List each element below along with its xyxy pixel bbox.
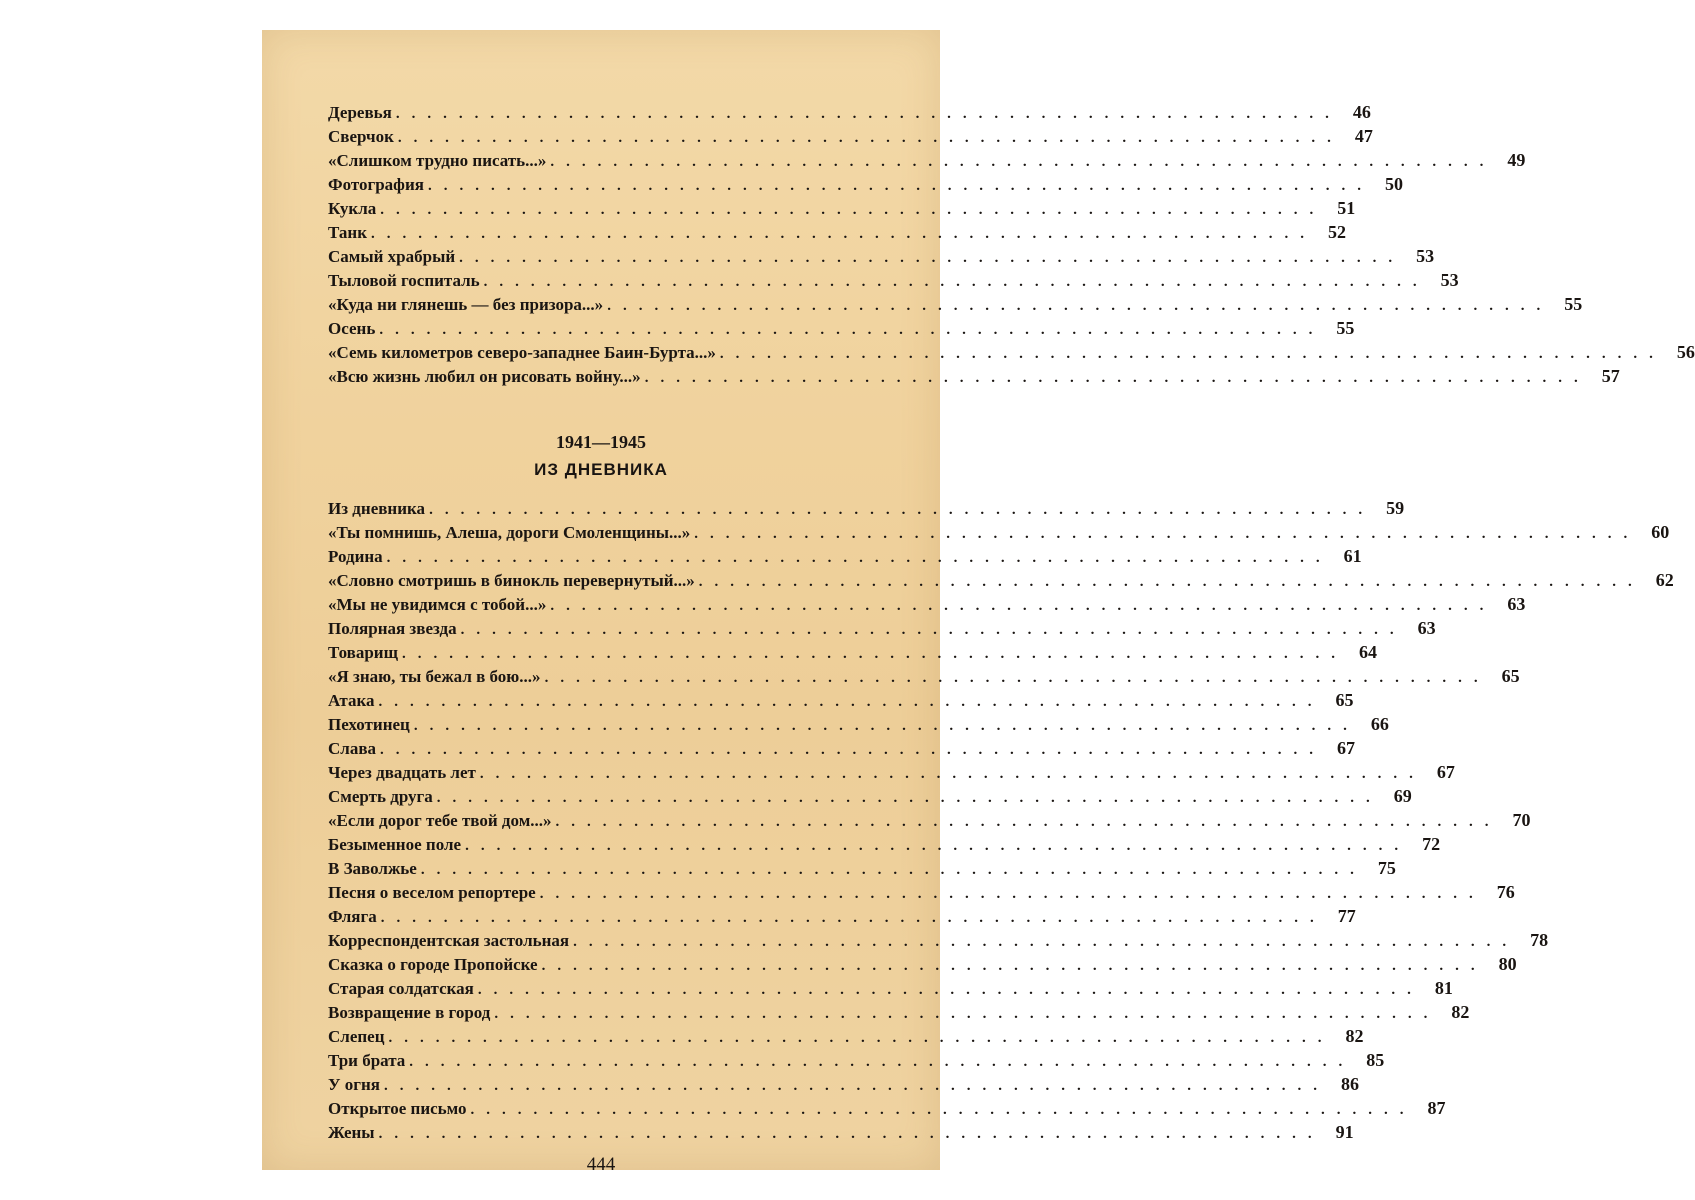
toc-entry-page: 60 <box>1651 522 1670 542</box>
dot-leader: ............................................................ <box>380 202 1326 218</box>
toc-entry-page: 55 <box>1564 294 1583 314</box>
toc-entry-page: 72 <box>1422 834 1441 854</box>
dot-leader: ............................................................ <box>544 670 1490 686</box>
toc-entry-page: 70 <box>1512 810 1531 830</box>
toc-entry-title: «Ты помнишь, Алеша, дороги Смоленщины...» <box>328 523 691 542</box>
dot-leader: ............................................................ <box>607 298 1553 314</box>
toc-entry <box>328 784 1412 808</box>
toc-entry <box>328 856 1396 880</box>
toc-entry <box>328 1096 1446 1120</box>
toc-entry-title: Сверчок <box>328 127 394 146</box>
toc-entry <box>328 244 1435 268</box>
toc-entry-page: 91 <box>1335 1122 1354 1142</box>
dot-leader: ............................................................ <box>698 574 1644 590</box>
section-title: ИЗ ДНЕВНИКА <box>534 460 668 479</box>
toc-entry-title: Фотография <box>328 175 424 194</box>
toc-entry-page: 76 <box>1496 882 1515 902</box>
toc-entry-page: 64 <box>1358 642 1377 662</box>
toc-entry-page: 82 <box>1451 1002 1470 1022</box>
toc-entry <box>328 616 1436 640</box>
dot-leader: ............................................................ <box>460 622 1406 638</box>
toc-entry-title: Сказка о городе Пропойске <box>328 955 538 974</box>
dot-leader: ............................................................ <box>380 910 1326 926</box>
toc-entry-title: «Мы не увидимся с тобой...» <box>328 595 547 614</box>
toc-entry-page: 56 <box>1676 342 1695 362</box>
toc-entry-title: «Словно смотришь в бинокль перевернутый...» <box>328 571 695 590</box>
toc-entry-page: 52 <box>1328 222 1347 242</box>
dot-leader: ............................................................ <box>719 346 1665 362</box>
dot-leader: ............................................................ <box>555 814 1501 830</box>
page-number: 444 <box>586 1154 616 1175</box>
toc-entry-page: 67 <box>1337 738 1355 758</box>
toc-entry-page: 85 <box>1366 1050 1385 1070</box>
dot-leader: ............................................................ <box>494 1006 1440 1022</box>
dot-leader: ............................................................ <box>395 106 1341 122</box>
dot-leader: ............................................................ <box>383 1078 1329 1094</box>
toc-entry <box>328 760 1455 784</box>
dot-leader: ............................................................ <box>483 274 1429 290</box>
dot-leader: ............................................................ <box>465 838 1411 854</box>
toc-entry-page: 46 <box>1352 102 1371 122</box>
toc-entry-title: Три брата <box>328 1051 406 1070</box>
toc-entry <box>328 100 1371 124</box>
toc-entry <box>328 664 1520 688</box>
toc-entry-page: 55 <box>1336 318 1355 338</box>
toc-entry <box>328 736 1355 760</box>
toc-entry <box>328 172 1403 196</box>
toc-entry-page: 82 <box>1345 1026 1364 1046</box>
toc-entry-page: 67 <box>1436 762 1455 782</box>
toc-entry <box>328 148 1526 172</box>
toc-entry <box>328 268 1459 292</box>
dot-leader: ............................................................ <box>470 1102 1416 1118</box>
toc-entry <box>328 808 1531 832</box>
toc-entry-title: У огня <box>328 1075 380 1094</box>
toc-entry <box>328 928 1549 952</box>
dot-leader: ............................................................ <box>694 526 1640 542</box>
toc-entry-page: 53 <box>1416 246 1435 266</box>
toc-entry <box>328 364 1620 388</box>
toc-entry-page: 63 <box>1507 594 1526 614</box>
toc-entry-title: В Заволжье <box>328 859 417 878</box>
dot-leader: ............................................................ <box>550 598 1496 614</box>
toc-entry <box>328 640 1377 664</box>
toc-entry <box>328 292 1583 316</box>
toc-entry-title: Атака <box>328 691 375 710</box>
section-years: 1941—1945 <box>556 432 646 452</box>
toc-entry <box>328 316 1355 340</box>
toc-entry-title: Корреспондентская застольная <box>328 931 570 950</box>
toc-entry-title: «Семь километров северо-западнее Баин-Бурта...» <box>328 343 716 362</box>
dot-leader: ............................................................ <box>479 766 1425 782</box>
toc-entry-page: 69 <box>1393 786 1412 806</box>
toc-entry-page: 81 <box>1434 978 1453 998</box>
toc-entry-page: 66 <box>1370 714 1389 734</box>
dot-leader: ............................................................ <box>378 1126 1324 1142</box>
toc-entry-title: «Слишком трудно писать...» <box>328 151 547 170</box>
toc-entry-page: 51 <box>1337 198 1356 218</box>
toc-entry-title: Фляга <box>328 907 377 926</box>
toc-entry-title: Тыловой госпиталь <box>328 271 480 290</box>
toc-entry <box>328 520 1670 544</box>
toc-entry-page: 61 <box>1343 546 1362 566</box>
toc-entry <box>328 904 1356 928</box>
toc-entry-title: Пехотинец <box>328 715 410 734</box>
toc-entry-title: Танк <box>328 223 368 242</box>
dot-leader: ............................................................ <box>371 226 1317 242</box>
toc-entry <box>328 880 1515 904</box>
toc-entry-page: 50 <box>1384 174 1403 194</box>
toc-list-bottom <box>328 496 1674 1144</box>
toc-entry <box>328 124 1373 148</box>
toc-entry-title: Осень <box>328 319 376 338</box>
toc-entry-title: Полярная звезда <box>328 619 457 638</box>
dot-leader: ............................................................ <box>401 646 1347 662</box>
toc-entry <box>328 568 1674 592</box>
toc-entry-page: 47 <box>1354 126 1373 146</box>
toc-entry-title: Слепец <box>328 1027 385 1046</box>
toc-entry <box>328 1048 1385 1072</box>
toc-entry-title: Товарищ <box>328 643 398 662</box>
toc-entry-page: 65 <box>1501 666 1520 686</box>
toc-entry-page: 53 <box>1440 270 1459 290</box>
toc-entry-title: Безыменное поле <box>328 835 462 854</box>
toc-entry-page: 63 <box>1417 618 1436 638</box>
dot-leader: ............................................................ <box>541 958 1487 974</box>
toc-entry <box>328 592 1526 616</box>
toc-entry-page: 78 <box>1530 930 1549 950</box>
toc-entry-page: 86 <box>1340 1074 1359 1094</box>
dot-leader: ............................................................ <box>397 130 1343 146</box>
toc-entry-title: «Я знаю, ты бежал в бою...» <box>328 667 541 686</box>
dot-leader: ............................................................ <box>477 982 1423 998</box>
toc-entry <box>328 1072 1359 1096</box>
toc-entry-page: 65 <box>1335 690 1354 710</box>
dot-leader: ............................................................ <box>379 322 1325 338</box>
toc-entry <box>328 976 1453 1000</box>
dot-leader: ............................................................ <box>550 154 1496 170</box>
toc-entry-page: 59 <box>1386 498 1405 518</box>
toc-entry-title: Возвращение в город <box>328 1003 491 1022</box>
toc-list-top <box>328 100 1695 388</box>
toc-entry-page: 80 <box>1498 954 1517 974</box>
toc-entry-title: Смерть друга <box>328 787 433 806</box>
toc-entry-title: «Всю жизнь любил он рисовать войну...» <box>328 367 641 386</box>
toc-entry-title: Из дневника <box>328 499 426 518</box>
dot-leader: ............................................................ <box>386 550 1332 566</box>
toc-entry-page: 49 <box>1507 150 1526 170</box>
dot-leader: ............................................................ <box>644 370 1590 386</box>
toc-entry <box>328 832 1441 856</box>
toc-entry-page: 62 <box>1655 570 1674 590</box>
toc-entry <box>328 952 1517 976</box>
toc-entry-title: Кукла <box>328 199 377 218</box>
dot-leader: ............................................................ <box>429 502 1375 518</box>
toc-entry <box>328 688 1354 712</box>
dot-leader: ............................................................ <box>539 886 1485 902</box>
toc-entry-page: 77 <box>1337 906 1356 926</box>
toc-entry-title: Старая солдатская <box>328 979 474 998</box>
toc-entry <box>328 1120 1354 1144</box>
toc-entry-title: Родина <box>328 547 383 566</box>
dot-leader: ............................................................ <box>436 790 1382 806</box>
dot-leader: ............................................................ <box>413 718 1359 734</box>
toc-entry-title: Жены <box>328 1123 375 1142</box>
toc-entry-page: 57 <box>1601 366 1620 386</box>
book-page <box>262 30 1695 1175</box>
toc-entry <box>328 220 1347 244</box>
dot-leader: ............................................................ <box>388 1030 1334 1046</box>
toc-entry-title: «Куда ни глянешь — без призора...» <box>328 295 604 314</box>
dot-leader: ............................................................ <box>427 178 1373 194</box>
toc-entry <box>328 340 1695 364</box>
toc-entry-title: Деревья <box>328 103 392 122</box>
toc-entry-title: Песня о веселом репортере <box>328 883 536 902</box>
dot-leader: ............................................................ <box>573 934 1519 950</box>
toc-entry-page: 87 <box>1427 1098 1446 1118</box>
toc-entry-page: 75 <box>1377 858 1396 878</box>
toc-entry-title: Открытое письмо <box>328 1099 467 1118</box>
toc-entry-title: Слава <box>328 739 376 758</box>
toc-entry-title: «Если дорог тебе твой дом...» <box>328 811 552 830</box>
dot-leader: ............................................................ <box>459 250 1405 266</box>
toc-entry <box>328 196 1356 220</box>
toc-entry <box>328 1000 1470 1024</box>
dot-leader: ............................................................ <box>409 1054 1355 1070</box>
toc-entry <box>328 712 1389 736</box>
toc-entry <box>328 544 1362 568</box>
dot-leader: ............................................................ <box>420 862 1366 878</box>
toc-entry-title: Через двадцать лет <box>328 763 476 782</box>
dot-leader: ............................................................ <box>380 742 1325 758</box>
dot-leader: ............................................................ <box>378 694 1324 710</box>
toc-entry <box>328 496 1405 520</box>
toc-entry-title: Самый храбрый <box>328 247 456 266</box>
toc-entry <box>328 1024 1364 1048</box>
